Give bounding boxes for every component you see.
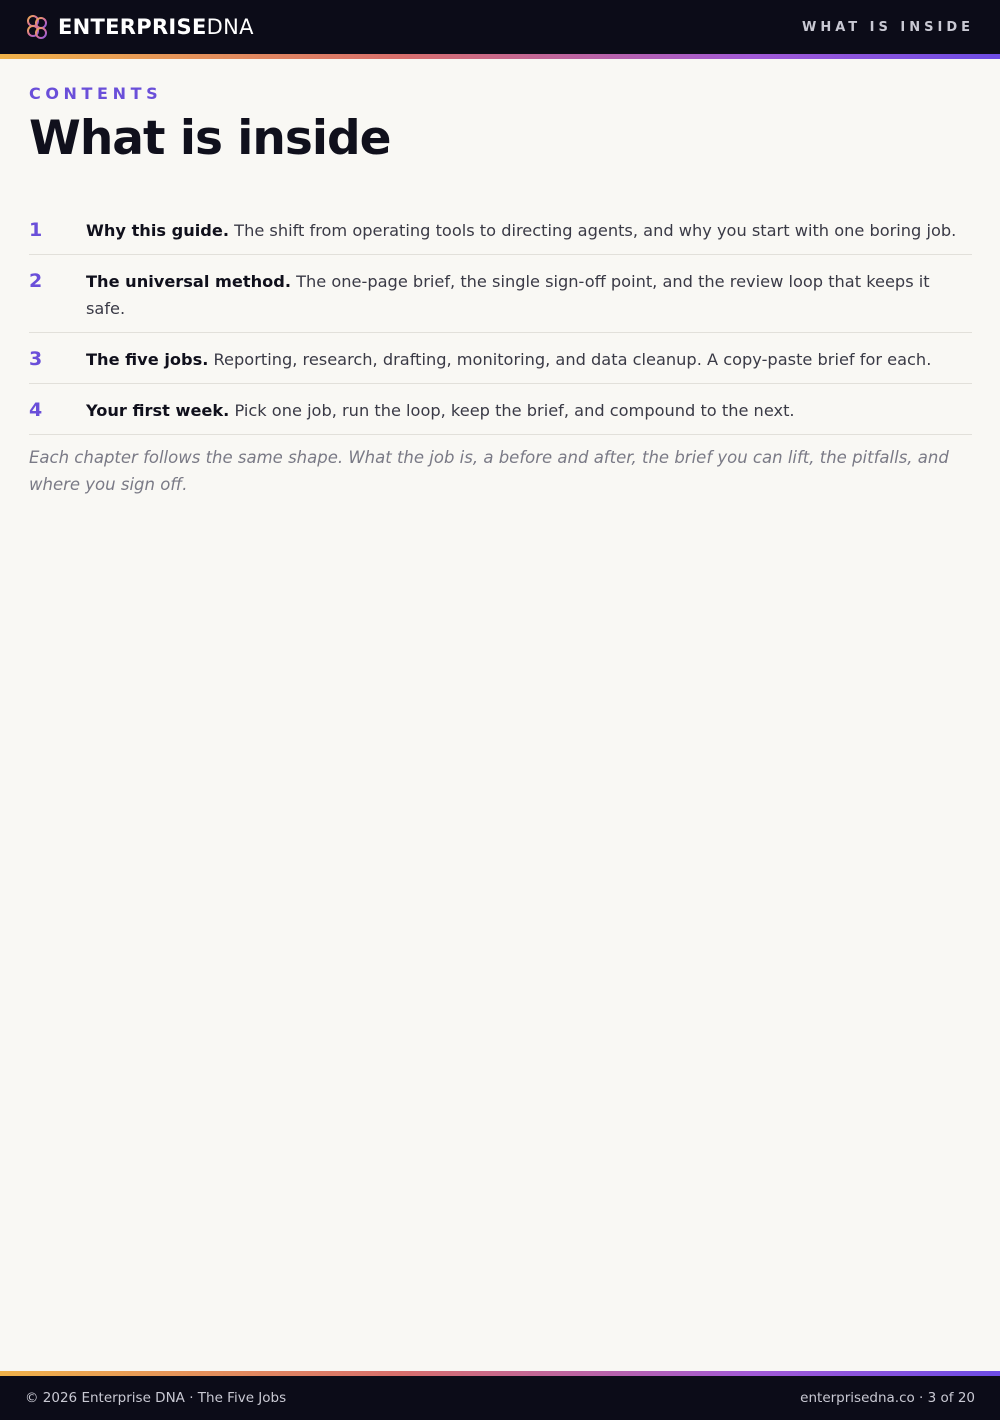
section-label: WHAT IS INSIDE — [802, 19, 974, 35]
toc-item — [29, 384, 972, 435]
section-kicker: CONTENTS — [29, 84, 163, 103]
footer-bar — [0, 1376, 1000, 1420]
logo — [24, 14, 254, 40]
top-gradient-divider — [0, 54, 1000, 59]
chapter-note: Each chapter follows the same shape. What the job is, a before and after, the brief you can lift, the pitfalls, and where you sign off. — [29, 448, 949, 495]
toc-item-number: 4 — [29, 399, 43, 422]
logo-bold-text: ENTERPRISE — [58, 15, 207, 39]
toc-item-heading: Why this guide. — [86, 221, 230, 241]
toc-item — [29, 255, 972, 333]
toc-item-heading: The universal method. — [86, 272, 291, 292]
footer-copyright: © 2026 Enterprise DNA · The Five Jobs — [25, 1390, 287, 1406]
toc-item-text: The shift from operating tools to directing agents, and why you start with one boring job. — [229, 221, 957, 241]
toc-item-number: 2 — [29, 270, 43, 293]
toc-item-text: Reporting, research, drafting, monitoring, and data cleanup. A copy-paste brief for each. — [208, 350, 932, 370]
dna-logo-icon — [24, 14, 50, 40]
logo-wordmark — [58, 15, 254, 39]
toc-item — [29, 210, 972, 255]
logo-light-text: DNA — [206, 15, 254, 39]
table-of-contents — [29, 210, 972, 435]
toc-item-number: 3 — [29, 348, 43, 371]
toc-item-text: Pick one job, run the loop, keep the brief, and compound to the next. — [229, 401, 795, 421]
toc-item-heading: The five jobs. — [86, 350, 209, 370]
toc-item-heading: Your first week. — [86, 401, 230, 421]
toc-item-description — [86, 268, 972, 322]
toc-item-text: The one-page brief, the single sign-off point, and the review loop that keeps it safe. — [86, 272, 930, 319]
top-bar — [0, 0, 1000, 54]
main-content — [29, 84, 972, 498]
page-title: What is inside — [29, 111, 391, 166]
toc-item-description — [86, 346, 972, 373]
footer-page-info: enterprisedna.co · 3 of 20 — [800, 1390, 975, 1406]
toc-item — [29, 333, 972, 384]
toc-item-description — [86, 217, 972, 244]
toc-item-description — [86, 397, 972, 424]
toc-item-number: 1 — [29, 219, 43, 242]
